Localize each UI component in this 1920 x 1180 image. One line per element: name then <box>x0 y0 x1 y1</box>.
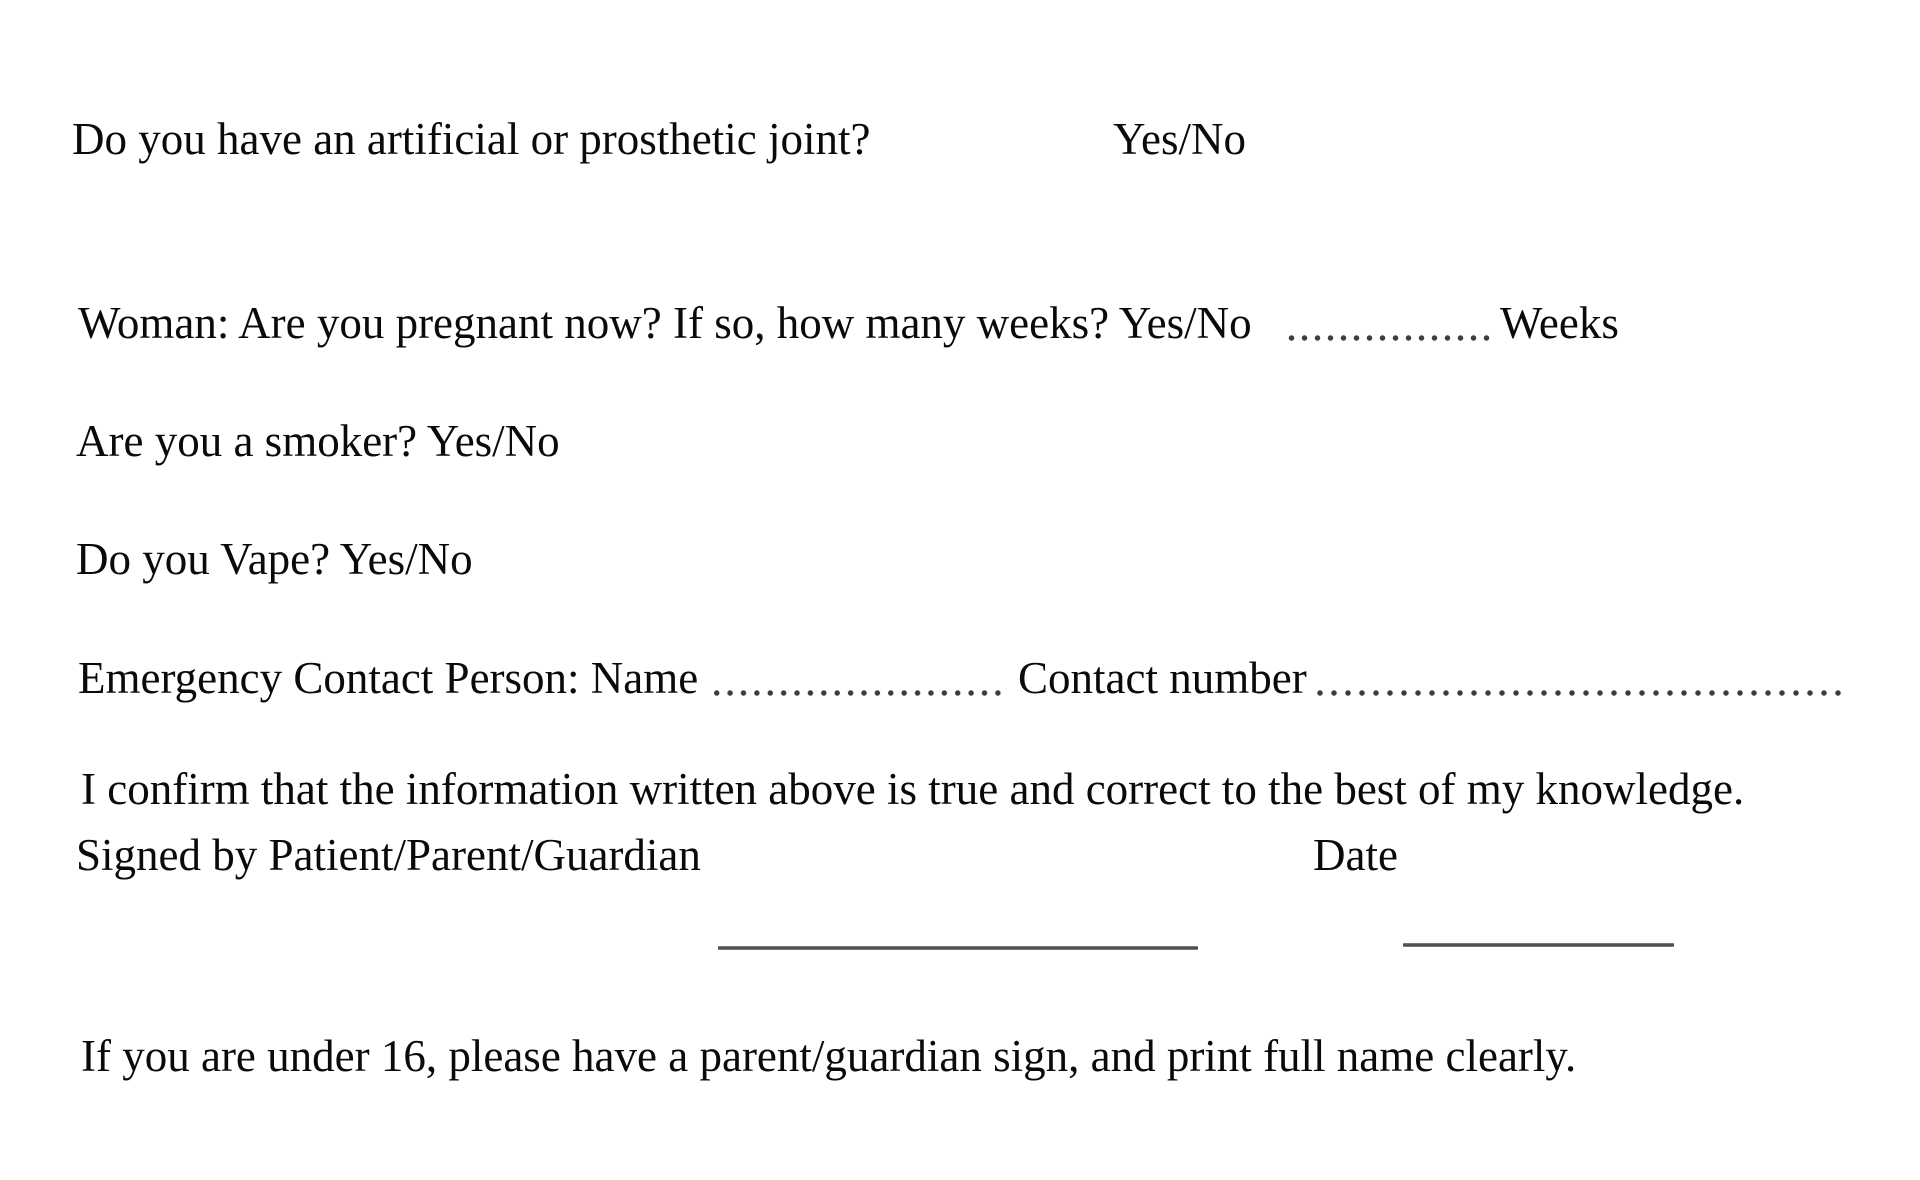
declaration-text: I confirm that the information written above is true and correct to the best of my knowledge. <box>81 764 1745 814</box>
prosthetic-joint-answer[interactable] <box>1113 114 1246 164</box>
pregnancy-weeks-label: Weeks <box>1500 298 1619 348</box>
emergency-contact-number-field[interactable] <box>1313 690 1847 696</box>
vape-row <box>76 534 473 584</box>
prosthetic-joint-row <box>72 114 871 164</box>
pregnancy-weeks-field[interactable] <box>1285 335 1495 341</box>
emergency-contact-name-field[interactable] <box>710 690 1006 696</box>
footer-note: If you are under 16, please have a parent/guardian sign, and print full name clearly. <box>81 1031 1577 1081</box>
emergency-contact-number-label: Contact number <box>1018 653 1307 703</box>
emergency-contact-name-label: Emergency Contact Person: Name <box>78 653 699 703</box>
pregnancy-row <box>78 298 1252 348</box>
prosthetic-joint-question: Do you have an artificial or prosthetic joint? <box>72 114 871 164</box>
declaration-row <box>81 764 1745 814</box>
emergency-contact-row <box>78 653 699 703</box>
footer-note-row <box>81 1031 1577 1081</box>
date-line-field[interactable] <box>1403 943 1674 947</box>
date-label-wrap <box>1313 830 1398 880</box>
vape-question: Do you Vape? Yes/No <box>76 534 473 584</box>
date-label: Date <box>1313 830 1398 880</box>
smoker-question: Are you a smoker? Yes/No <box>76 416 560 466</box>
pregnancy-question: Woman: Are you pregnant now? If so, how many weeks? Yes/No <box>78 298 1252 348</box>
signature-label: Signed by Patient/Parent/Guardian <box>76 830 701 880</box>
smoker-row <box>76 416 560 466</box>
pregnancy-weeks-label-wrap <box>1500 298 1619 348</box>
emergency-contact-number-wrap <box>1018 653 1307 703</box>
signature-line-field[interactable] <box>718 946 1198 950</box>
prosthetic-joint-yes-no[interactable]: Yes/No <box>1113 114 1246 164</box>
signature-row <box>76 830 701 880</box>
